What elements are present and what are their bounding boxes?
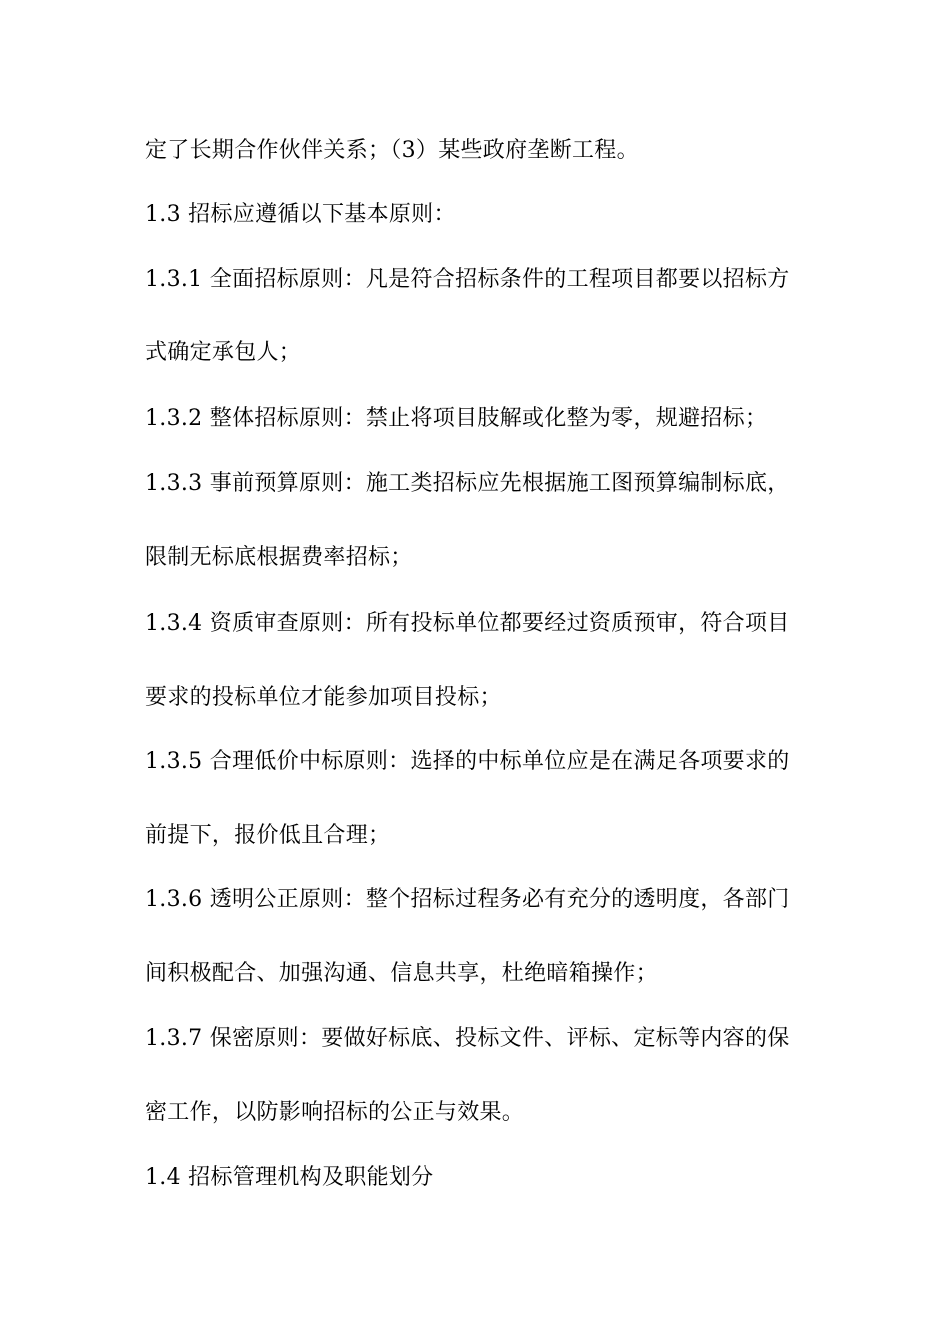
section-heading-1-4: 1.4 招标管理机构及职能划分 bbox=[145, 1165, 434, 1190]
clause-1-3-7: 1.3.7 保密原则：要做好标底、投标文件、评标、定标等内容的保 bbox=[145, 1026, 790, 1051]
section-heading-1-3: 1.3 招标应遵循以下基本原则： bbox=[145, 202, 456, 227]
clause-1-3-3-continued: 限制无标底根据费率招标； bbox=[145, 545, 413, 570]
clause-1-3-5: 1.3.5 合理低价中标原则：选择的中标单位应是在满足各项要求的 bbox=[145, 749, 790, 774]
clause-1-3-4: 1.3.4 资质审查原则：所有投标单位都要经过资质预审，符合项目 bbox=[145, 611, 790, 636]
clause-1-3-7-continued: 密工作，以防影响招标的公正与效果。 bbox=[145, 1100, 525, 1125]
clause-1-3-5-continued: 前提下，报价低且合理； bbox=[145, 823, 391, 848]
clause-1-3-2: 1.3.2 整体招标原则：禁止将项目肢解或化整为零，规避招标； bbox=[145, 406, 768, 431]
clause-1-3-1-continued: 式确定承包人； bbox=[145, 340, 302, 365]
clause-1-3-6: 1.3.6 透明公正原则：整个招标过程务必有充分的透明度，各部门 bbox=[145, 887, 790, 912]
clause-1-3-4-continued: 要求的投标单位才能参加项目投标； bbox=[145, 685, 502, 710]
text-line-1: 定了长期合作伙伴关系；（3）某些政府垄断工程。 bbox=[145, 138, 639, 163]
clause-1-3-1: 1.3.1 全面招标原则：凡是符合招标条件的工程项目都要以招标方 bbox=[145, 267, 790, 292]
clause-1-3-6-continued: 间积极配合、加强沟通、信息共享，杜绝暗箱操作； bbox=[145, 961, 658, 986]
clause-1-3-3: 1.3.3 事前预算原则：施工类招标应先根据施工图预算编制标底， bbox=[145, 471, 790, 496]
